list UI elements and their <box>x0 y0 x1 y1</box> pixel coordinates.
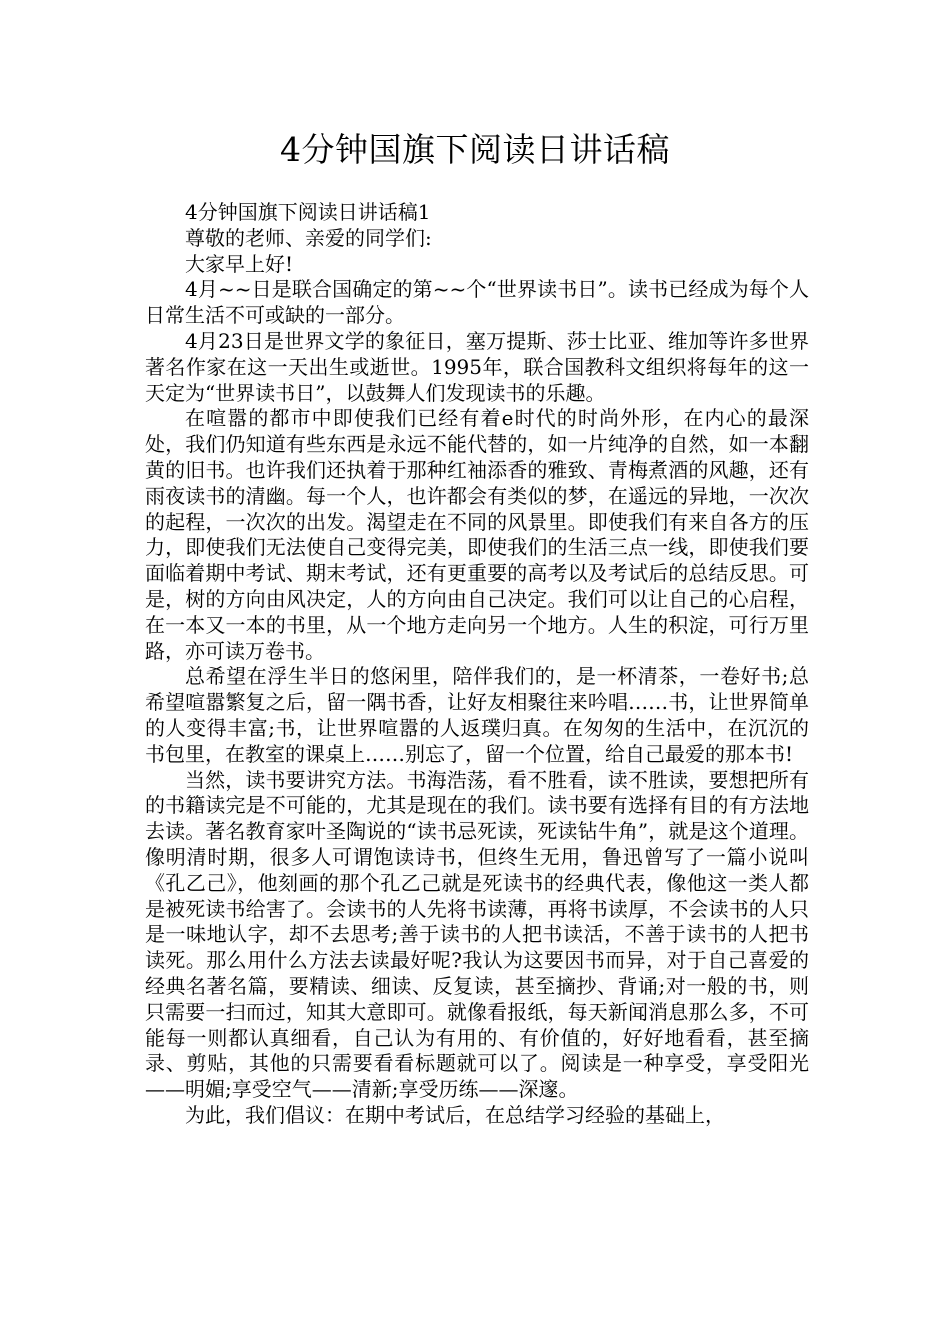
paragraph: 总希望在浮生半日的悠闲里，陪伴我们的，是一杯清茶，一卷好书;总希望喧嚣繁复之后，留一隅书香，让好友相聚往来吟唱……书，让世界简单的人变得丰富;书，让世界喧嚣的人返璞归真。在匆匆的生活中，在沉沉的书包里，在教室的课桌上……别忘了，留一个位置，给自己最爱的那本书! <box>145 664 809 766</box>
paragraph-salutation: 尊敬的老师、亲爱的同学们: <box>185 225 432 250</box>
document-title: 4分钟国旗下阅读日讲话稿 <box>280 130 670 169</box>
paragraph-greeting: 大家早上好! <box>185 251 294 276</box>
paragraph-heading: 4分钟国旗下阅读日讲话稿1 <box>185 200 431 224</box>
document-body <box>145 200 809 1129</box>
paragraph: 为此，我们倡议：在期中考试后，在总结学习经验的基础上， <box>185 1102 725 1127</box>
paragraph: 当然，读书要讲究方法。书海浩荡，看不胜看，读不胜读，要想把所有的书籍读完是不可能的，尤其是现在的我们。读书要有选择有目的有方法地去读。著名教育家叶圣陶说的“读书忌死读，死读钻牛角”，就是这个道理。像明清时期，很多人可谓饱读诗书，但终生无用，鲁迅曾写了一篇小说叫《孔乙己》，他刻画的那个孔乙己就是死读书的经典代表，像他这一类人都是被死读书给害了。会读书的人先将书读薄，再将书读厚，不会读书的人只是一味地认字，却不去思考;善于读书的人把书读活，不善于读书的人把书读死。那么用什么方法去读最好呢?我认为这要因书而异，对于自己喜爱的经典名著名篇，要精读、细读、反复读，甚至摘抄、背诵;对一般的书，则只需要一扫而过，知其大意即可。就像看报纸，每天新闻消息那么多，不可能每一则都认真细看，自己认为有用的、有价值的，好好地看看，甚至摘录、剪贴，其他的只需要看看标题就可以了。阅读是一种享受，享受阳光——明媚;享受空气——清新;享受历练——深邃。 <box>145 767 809 1102</box>
paragraph: 4月23日是世界文学的象征日，塞万提斯、莎士比亚、维加等许多世界著名作家在这一天出生或逝世。1995年，联合国教科文组织将每年的这一天定为“世界读书日”，以鼓舞人们发现读书的乐趣。 <box>145 328 809 405</box>
paragraph: 在喧嚣的都市中即使我们已经有着e时代的时尚外形，在内心的最深处，我们仍知道有些东西是永远不能代替的，如一片纯净的自然，如一本翻黄的旧书。也许我们还执着于那种红袖添香的雅致、青梅煮酒的风趣，还有雨夜读书的清幽。每一个人，也许都会有类似的梦，在遥远的异地，一次次的起程，一次次的出发。渴望走在不同的风景里。即使我们有来自各方的压力，即使我们无法使自己变得完美，即使我们的生活三点一线，即使我们要面临着期中考试、期末考试，还有更重要的高考以及考试后的总结反思。可是，树的方向由风决定，人的方向由自己决定。我们可以让自己的心启程，在一本又一本的书里，从一个地方走向另一个地方。人生的积淀，可行万里路，亦可读万卷书。 <box>145 406 809 663</box>
paragraph: 4月~~日是联合国确定的第~~个“世界读书日”。读书已经成为每个人日常生活不可或缺的一部分。 <box>145 277 809 328</box>
